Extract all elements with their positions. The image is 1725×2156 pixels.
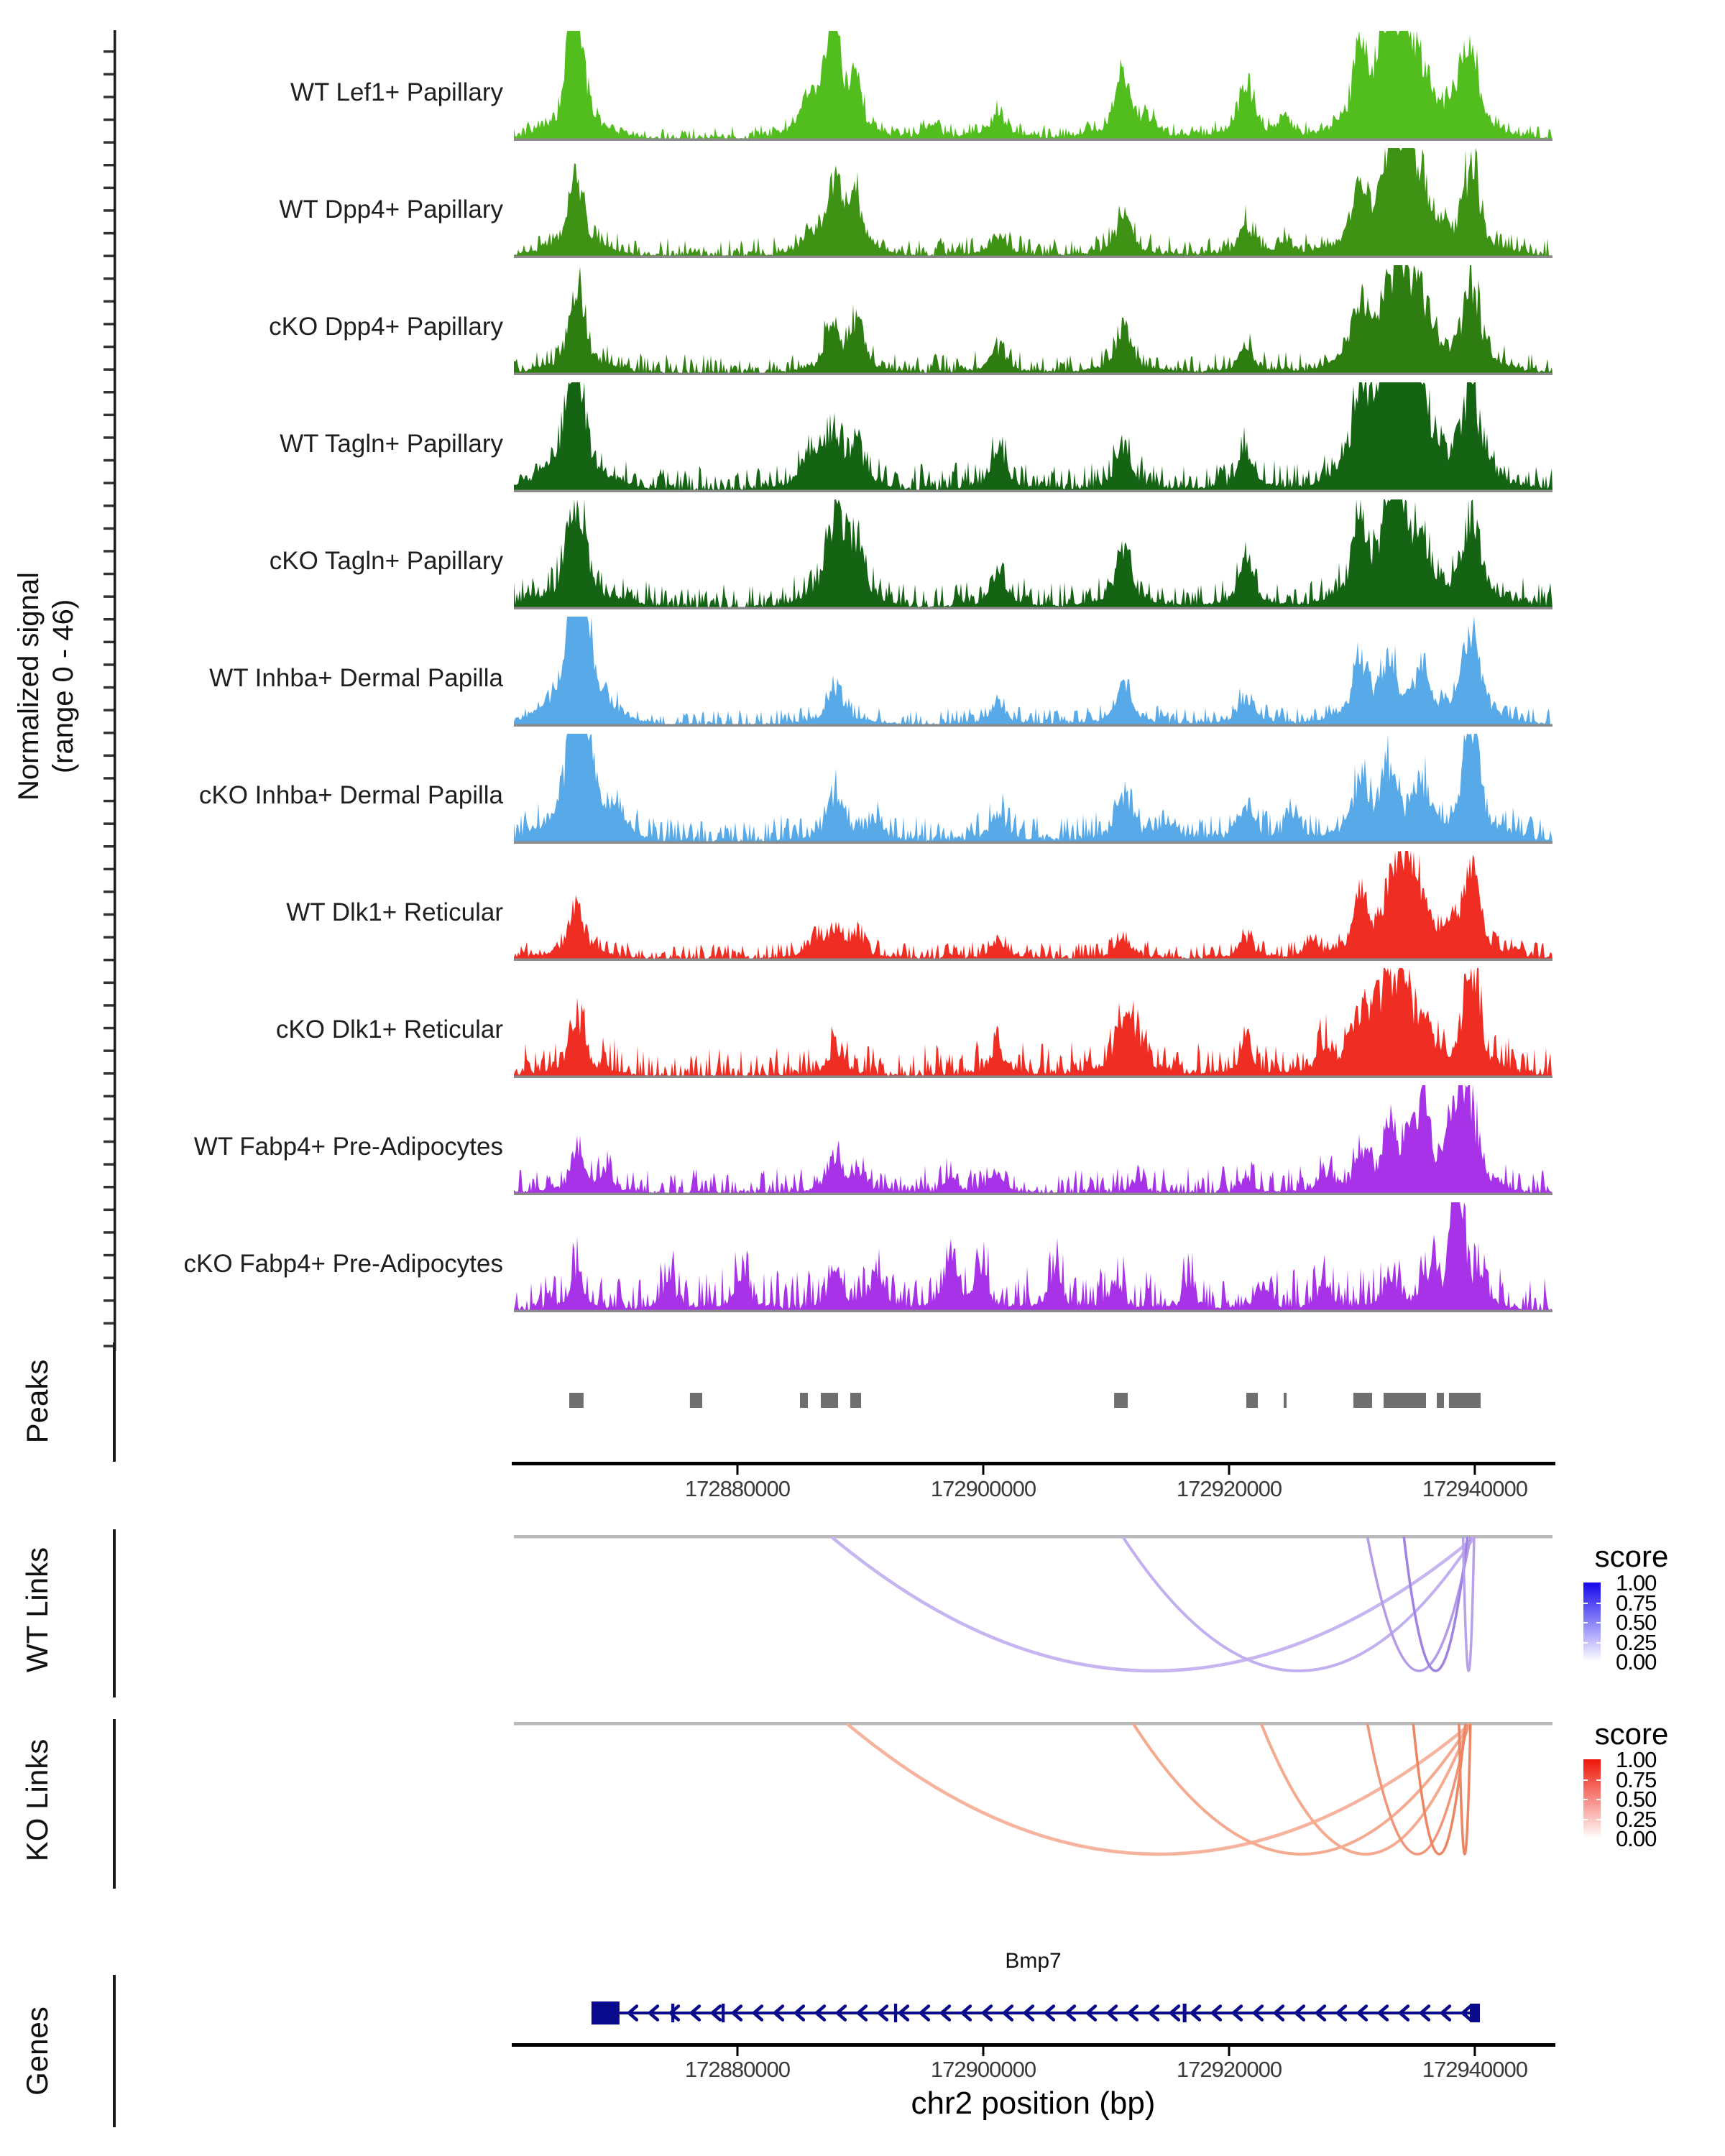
- axis-tick-label: 172900000: [930, 1476, 1036, 1501]
- y-axis-tick: [104, 732, 114, 734]
- axis-tick: [737, 2047, 739, 2056]
- y-axis-tick: [104, 1004, 114, 1007]
- axis-tick: [737, 1465, 739, 1475]
- y-axis-tick: [104, 482, 114, 484]
- y-axis-tick: [104, 1095, 114, 1098]
- track-signal: [514, 264, 1552, 379]
- links-baseline: [514, 1722, 1552, 1726]
- y-axis-tick: [104, 868, 114, 871]
- track-baseline: [514, 139, 1552, 142]
- track-signal: [514, 29, 1552, 144]
- axis-tick: [1228, 2047, 1230, 2056]
- link-arc: [848, 1725, 1469, 1854]
- track-baseline: [514, 256, 1552, 259]
- track-signal: [514, 849, 1552, 964]
- y-axis-tick: [104, 232, 114, 235]
- peak-box: [850, 1393, 861, 1408]
- axis-tick: [983, 2047, 985, 2056]
- track-baseline: [514, 959, 1552, 962]
- gene-exon: [894, 2004, 897, 2022]
- wt-legend-label-000: 0.00: [1616, 1649, 1657, 1674]
- track-label: cKO Dlk1+ Reticular: [275, 1015, 503, 1044]
- axis-tick-label: 172900000: [930, 2057, 1036, 2082]
- peak-box: [1246, 1393, 1258, 1408]
- y-axis-tick: [104, 1049, 114, 1052]
- ko-legend-label-100: 1.00: [1616, 1747, 1657, 1772]
- y-axis-tick: [104, 368, 114, 371]
- peak-box: [821, 1393, 838, 1408]
- y-axis-tick: [104, 391, 114, 394]
- ko-legend-label-075: 0.75: [1616, 1766, 1657, 1792]
- axis-tick: [1473, 1465, 1476, 1475]
- track-signal: [514, 1084, 1552, 1199]
- axis-tick-label: 172940000: [1422, 2057, 1527, 2082]
- y-axis-tick: [104, 119, 114, 121]
- peaks-track: [514, 1392, 1552, 1409]
- y-axis-tick: [104, 936, 114, 939]
- y-axis-tick: [104, 982, 114, 985]
- track-signal: [514, 1201, 1552, 1316]
- y-axis-tick: [104, 187, 114, 190]
- wt-links-section-label: WT Links: [20, 1547, 54, 1673]
- link-arc: [1134, 1725, 1470, 1854]
- peak-box: [1437, 1393, 1444, 1408]
- link-arc: [1368, 1538, 1471, 1671]
- y-axis-tick: [104, 141, 114, 144]
- ko-links-arcs: [514, 1722, 1552, 1874]
- y-axis-tick: [104, 822, 114, 825]
- y-axis-tick: [104, 50, 114, 53]
- peak-box: [1114, 1393, 1128, 1408]
- y-axis-tick: [104, 595, 114, 598]
- link-arc: [1123, 1538, 1473, 1671]
- y-axis-tick: [104, 277, 114, 280]
- track-label: WT Lef1+ Papillary: [290, 78, 503, 106]
- wt-links-arcs: [514, 1535, 1552, 1687]
- track-baseline: [514, 1076, 1552, 1079]
- peak-box: [1353, 1393, 1372, 1408]
- y-axis-tick: [104, 505, 114, 507]
- link-arc: [1368, 1725, 1468, 1854]
- ko-score-legend-title: score: [1594, 1717, 1669, 1751]
- y-axis-tick: [104, 1209, 114, 1212]
- y-axis-tick: [104, 164, 114, 167]
- peak-box: [690, 1393, 702, 1408]
- track-label: WT Inhba+ Dermal Papilla: [209, 664, 503, 692]
- y-axis-label-line1: Normalized signal: [13, 572, 45, 801]
- wt-links-bracket: [113, 1529, 116, 1697]
- wt-score-legend-gradient: [1583, 1583, 1601, 1662]
- track-baseline: [514, 724, 1552, 727]
- y-axis-tick: [104, 641, 114, 644]
- gene-exon: [671, 2004, 674, 2022]
- y-axis-tick: [104, 777, 114, 780]
- axis-tick: [983, 1465, 985, 1475]
- track-signal: [514, 381, 1552, 496]
- y-axis-tick: [104, 1072, 114, 1075]
- axis-tick: [1228, 1465, 1230, 1475]
- track-label: WT Dpp4+ Papillary: [279, 195, 503, 224]
- y-axis-tick: [104, 528, 114, 530]
- ko-legend-label-000: 0.00: [1616, 1826, 1657, 1851]
- genome-axis-upper: [512, 1462, 1555, 1476]
- track-baseline: [514, 490, 1552, 493]
- ko-legend-label-025: 0.25: [1616, 1806, 1657, 1832]
- track-signal: [514, 615, 1552, 730]
- y-axis-tick: [104, 845, 114, 848]
- y-axis-label-line2: (range 0 - 46): [47, 599, 79, 774]
- track-signal: [514, 498, 1552, 613]
- track-baseline: [514, 607, 1552, 610]
- peak-box: [1384, 1393, 1426, 1408]
- wt-legend-label-100: 1.00: [1616, 1570, 1657, 1595]
- peak-box: [800, 1393, 808, 1408]
- track-baseline: [514, 1193, 1552, 1196]
- axis-tick-label: 172880000: [684, 2057, 791, 2082]
- genes-bracket: [113, 1975, 116, 2127]
- y-axis-tick: [104, 1231, 114, 1234]
- track-label: cKO Dpp4+ Papillary: [269, 313, 503, 341]
- axis-tick: [1473, 2047, 1476, 2056]
- track-label: cKO Inhba+ Dermal Papilla: [198, 781, 503, 809]
- ko-links-section-label: KO Links: [20, 1738, 54, 1862]
- ko-links-bracket: [113, 1719, 116, 1889]
- y-axis-tick: [104, 300, 114, 303]
- gene-model: [514, 1991, 1552, 2041]
- peak-box: [1449, 1393, 1481, 1408]
- y-axis-tick: [104, 73, 114, 76]
- y-axis-tick: [104, 414, 114, 417]
- y-axis-tick: [104, 459, 114, 462]
- wt-legend-label-050: 0.50: [1616, 1610, 1657, 1635]
- y-axis-tick: [104, 1345, 114, 1348]
- gene-body-line: [592, 2012, 1480, 2014]
- gene-exon: [722, 2004, 724, 2022]
- track-label: cKO Tagln+ Papillary: [269, 547, 503, 575]
- peak-box: [1284, 1393, 1287, 1408]
- track-signal: [514, 147, 1552, 262]
- track-label: WT Dlk1+ Reticular: [286, 898, 503, 926]
- y-axis-tick: [104, 1299, 114, 1302]
- peaks-bracket: [113, 1342, 116, 1462]
- axis-tick-label: 172940000: [1422, 1476, 1527, 1501]
- track-label: WT Fabp4+ Pre-Adipocytes: [193, 1133, 503, 1161]
- ko-score-legend-gradient: [1583, 1759, 1601, 1838]
- y-axis-tick: [104, 1163, 114, 1166]
- peaks-section-label: Peaks: [20, 1359, 54, 1444]
- genome-axis-lower: [512, 2043, 1555, 2058]
- track-baseline: [514, 373, 1552, 376]
- y-axis-tick: [104, 1118, 114, 1120]
- y-axis-tick: [104, 1322, 114, 1325]
- links-baseline: [514, 1535, 1552, 1539]
- y-axis-tick: [104, 709, 114, 711]
- axis-tick-label: 172880000: [684, 1476, 791, 1501]
- track-label: cKO Fabp4+ Pre-Adipocytes: [183, 1250, 503, 1278]
- axis-tick-label: 172920000: [1176, 1476, 1282, 1501]
- wt-score-legend-title: score: [1594, 1539, 1669, 1573]
- y-axis-tick: [104, 959, 114, 962]
- wt-legend-label-075: 0.75: [1616, 1590, 1657, 1616]
- x-axis-title: chr2 position (bp): [911, 2086, 1156, 2121]
- link-arc: [833, 1538, 1474, 1671]
- track-label: WT Tagln+ Papillary: [280, 430, 503, 458]
- track-signal: [514, 967, 1552, 1082]
- track-baseline: [514, 842, 1552, 844]
- link-arc: [1463, 1538, 1474, 1671]
- y-axis-tick: [104, 755, 114, 757]
- gene-name-label: Bmp7: [1005, 1949, 1062, 1973]
- axis-tick-label: 172920000: [1176, 2057, 1282, 2082]
- link-arc: [1404, 1538, 1467, 1671]
- y-axis-tick: [104, 890, 114, 893]
- wt-legend-label-025: 0.25: [1616, 1629, 1657, 1655]
- ko-legend-label-050: 0.50: [1616, 1787, 1657, 1812]
- y-axis-tick: [104, 254, 114, 257]
- gene-exon: [592, 2001, 620, 2024]
- y-axis-tick: [104, 1186, 114, 1189]
- genes-section-label: Genes: [20, 2007, 54, 2096]
- gene-exon: [1183, 2004, 1187, 2022]
- gene-exon: [1470, 2004, 1480, 2022]
- y-axis-tick: [104, 618, 114, 621]
- track-signal: [514, 732, 1552, 847]
- track-baseline: [514, 1310, 1552, 1313]
- y-axis-tick: [104, 346, 114, 349]
- peak-box: [569, 1393, 584, 1408]
